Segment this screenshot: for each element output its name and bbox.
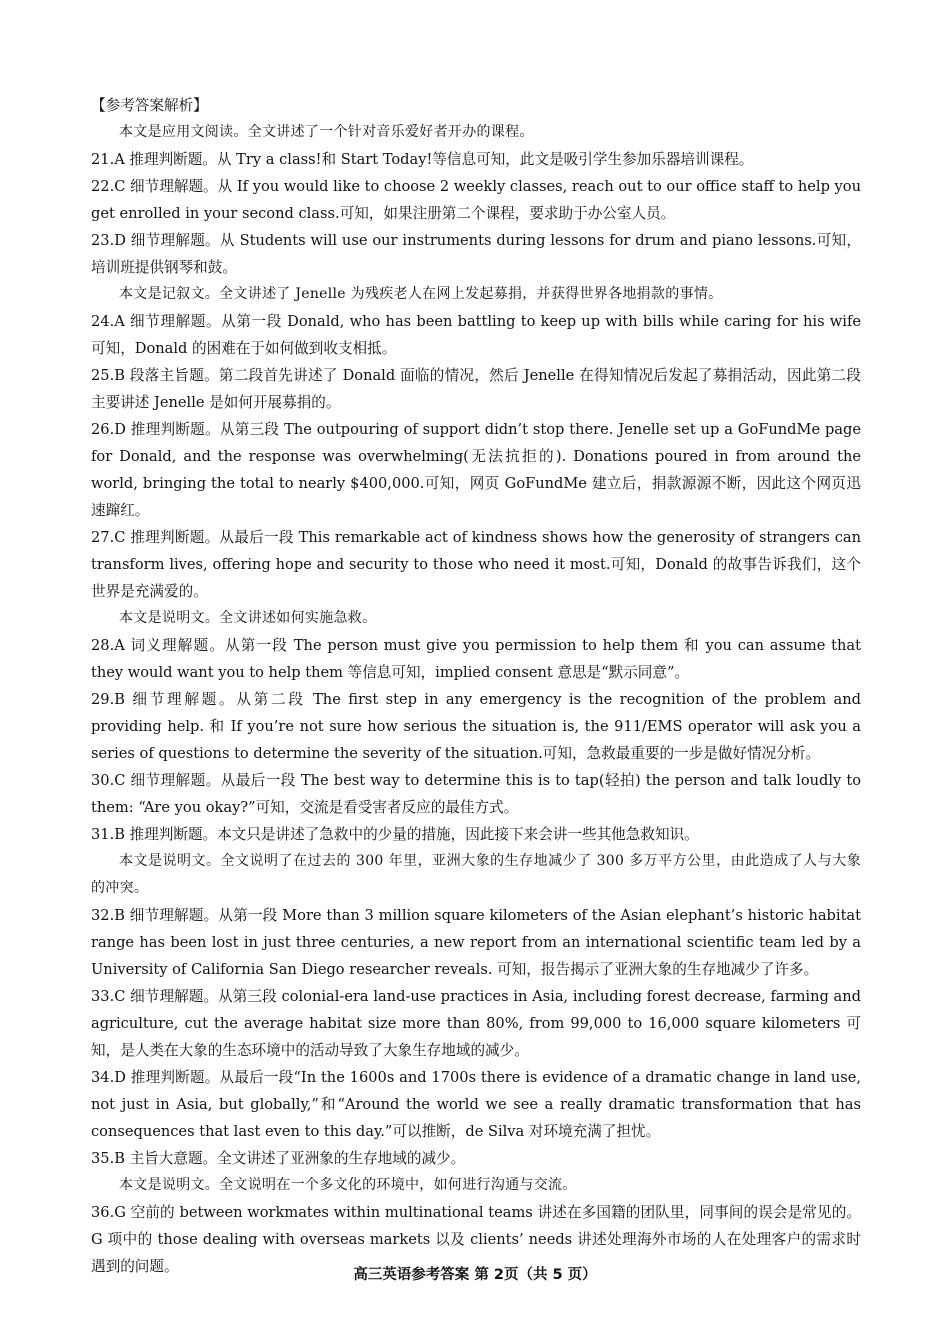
page-footer: 高三英语参考答案 第 2页（共 5 页）: [353, 1267, 597, 1283]
answer-explanation: 23.D 细节理解题。从 Students will use our instruments during lessons for drum and piano lessons.可知，培训班提供钢琴和鼓。: [91, 232, 861, 276]
answer-explanation: 33.C 细节理解题。从第三段 colonial-era land-use practices in Asia, including forest decrease, farming and agriculture, cut the average habitat size more than 80%, from 99,000 to 16,000 square kilometers 可知，是人类在大象的生态环境中的活动导致了大象生存地域的减少。: [91, 988, 861, 1059]
answer-explanation: 21.A 推理判断题。从 Try a class!和 Start Today!等信息可知，此文是吸引学生参加乐器培训课程。: [91, 151, 754, 168]
passage-summary: 本文是记叙文。全文讲述了 Jenelle 为残疾老人在网上发起募捐，并获得世界各地捐款的事情。: [119, 286, 723, 302]
answer-explanation: 36.G 空前的 between workmates within multinational teams 讲述在多国籍的团队里，同事间的误会是常见的。G 项中的 those dealing with overseas markets 以及 clients’ needs 讲述处理海外市场的人在处理客户的需求时遇到的问题。: [91, 1204, 861, 1275]
answer-explanation: 26.D 推理判断题。从第三段 The outpouring of support didn’t stop there. Jenelle set up a GoFundMe page for Donald, and the response was overwhelming(无法抗拒的). Donations poured in from around the world, bringing the total to nearly $400,000.可知，网页 GoFundMe 建立后，捐款源源不断，因此这个网页迅速蹿红。: [91, 421, 861, 519]
answer-explanations: [91, 92, 861, 1280]
section-heading: 【参考答案解析】: [91, 97, 208, 114]
passage-summary: 本文是应用文阅读。全文讲述了一个针对音乐爱好者开办的课程。: [119, 124, 534, 140]
answer-explanation: 34.D 推理判断题。从最后一段“In the 1600s and 1700s there is evidence of a dramatic change in land use, not just in Asia, but globally,”和“Around the world we see a really dramatic transformation that has consequences that last even to this day.”可以推断，de Silva 对环境充满了担忧。: [91, 1069, 861, 1140]
answer-explanation: 30.C 细节理解题。从最后一段 The best way to determine this is to tap(轻拍) the person and talk loudly to them: “Are you okay?”可知，交流是看受害者反应的最佳方式。: [91, 772, 861, 816]
answer-explanation: 35.B 主旨大意题。全文讲述了亚洲象的生存地域的减少。: [91, 1150, 466, 1167]
passage-summary: 本文是说明文。全文说明了在过去的 300 年里，亚洲大象的生存地减少了 300 多万平方公里，由此造成了人与大象的冲突。: [91, 853, 861, 896]
passage-summary: 本文是说明文。全文说明在一个多文化的环境中，如何进行沟通与交流。: [119, 1177, 577, 1193]
answer-explanation: 25.B 段落主旨题。第二段首先讲述了 Donald 面临的情况，然后 Jenelle 在得知情况后发起了募捐活动，因此第二段主要讲述 Jenelle 是如何开展募捐的。: [91, 367, 861, 411]
answer-explanation: 22.C 细节理解题。从 If you would like to choose 2 weekly classes, reach out to our office staff to help you get enrolled in your second class.可知，如果注册第二个课程，要求助于办公室人员。: [91, 178, 861, 222]
answer-explanation: 32.B 细节理解题。从第一段 More than 3 million square kilometers of the Asian elephant’s historic habitat range has been lost in just three centuries, a new report from an international scientific team led by a University of California San Diego researcher reveals. 可知，报告揭示了亚洲大象的生存地减少了许多。: [91, 907, 861, 978]
answer-explanation: 29.B 细节理解题。从第二段 The first step in any emergency is the recognition of the problem and providing help. 和 If you’re not sure how serious the situation is, the 911/EMS operator will ask you a series of questions to determine the severity of the situation.可知，急救最重要的一步是做好情况分析。: [91, 691, 861, 762]
passage-summary: 本文是说明文。全文讲述如何实施急救。: [119, 610, 377, 626]
answer-explanation: 28.A 词义理解题。从第一段 The person must give you permission to help them 和 you can assume that they would want you to help them 等信息可知，implied consent 意思是“默示同意”。: [91, 637, 861, 681]
answer-explanation: 31.B 推理判断题。本文只是讲述了急救中的少量的措施，因此接下来会讲一些其他急救知识。: [91, 826, 699, 843]
answer-explanation: 27.C 推理判断题。从最后一段 This remarkable act of kindness shows how the generosity of strangers can transform lives, offering hope and security to those who need it most.可知，Donald 的故事告诉我们，这个世界是充满爱的。: [91, 529, 861, 600]
answer-explanation: 24.A 细节理解题。从第一段 Donald, who has been battling to keep up with bills while caring for his wife 可知，Donald 的困难在于如何做到收支相抵。: [91, 313, 861, 357]
paragraph-list: [91, 119, 861, 1280]
